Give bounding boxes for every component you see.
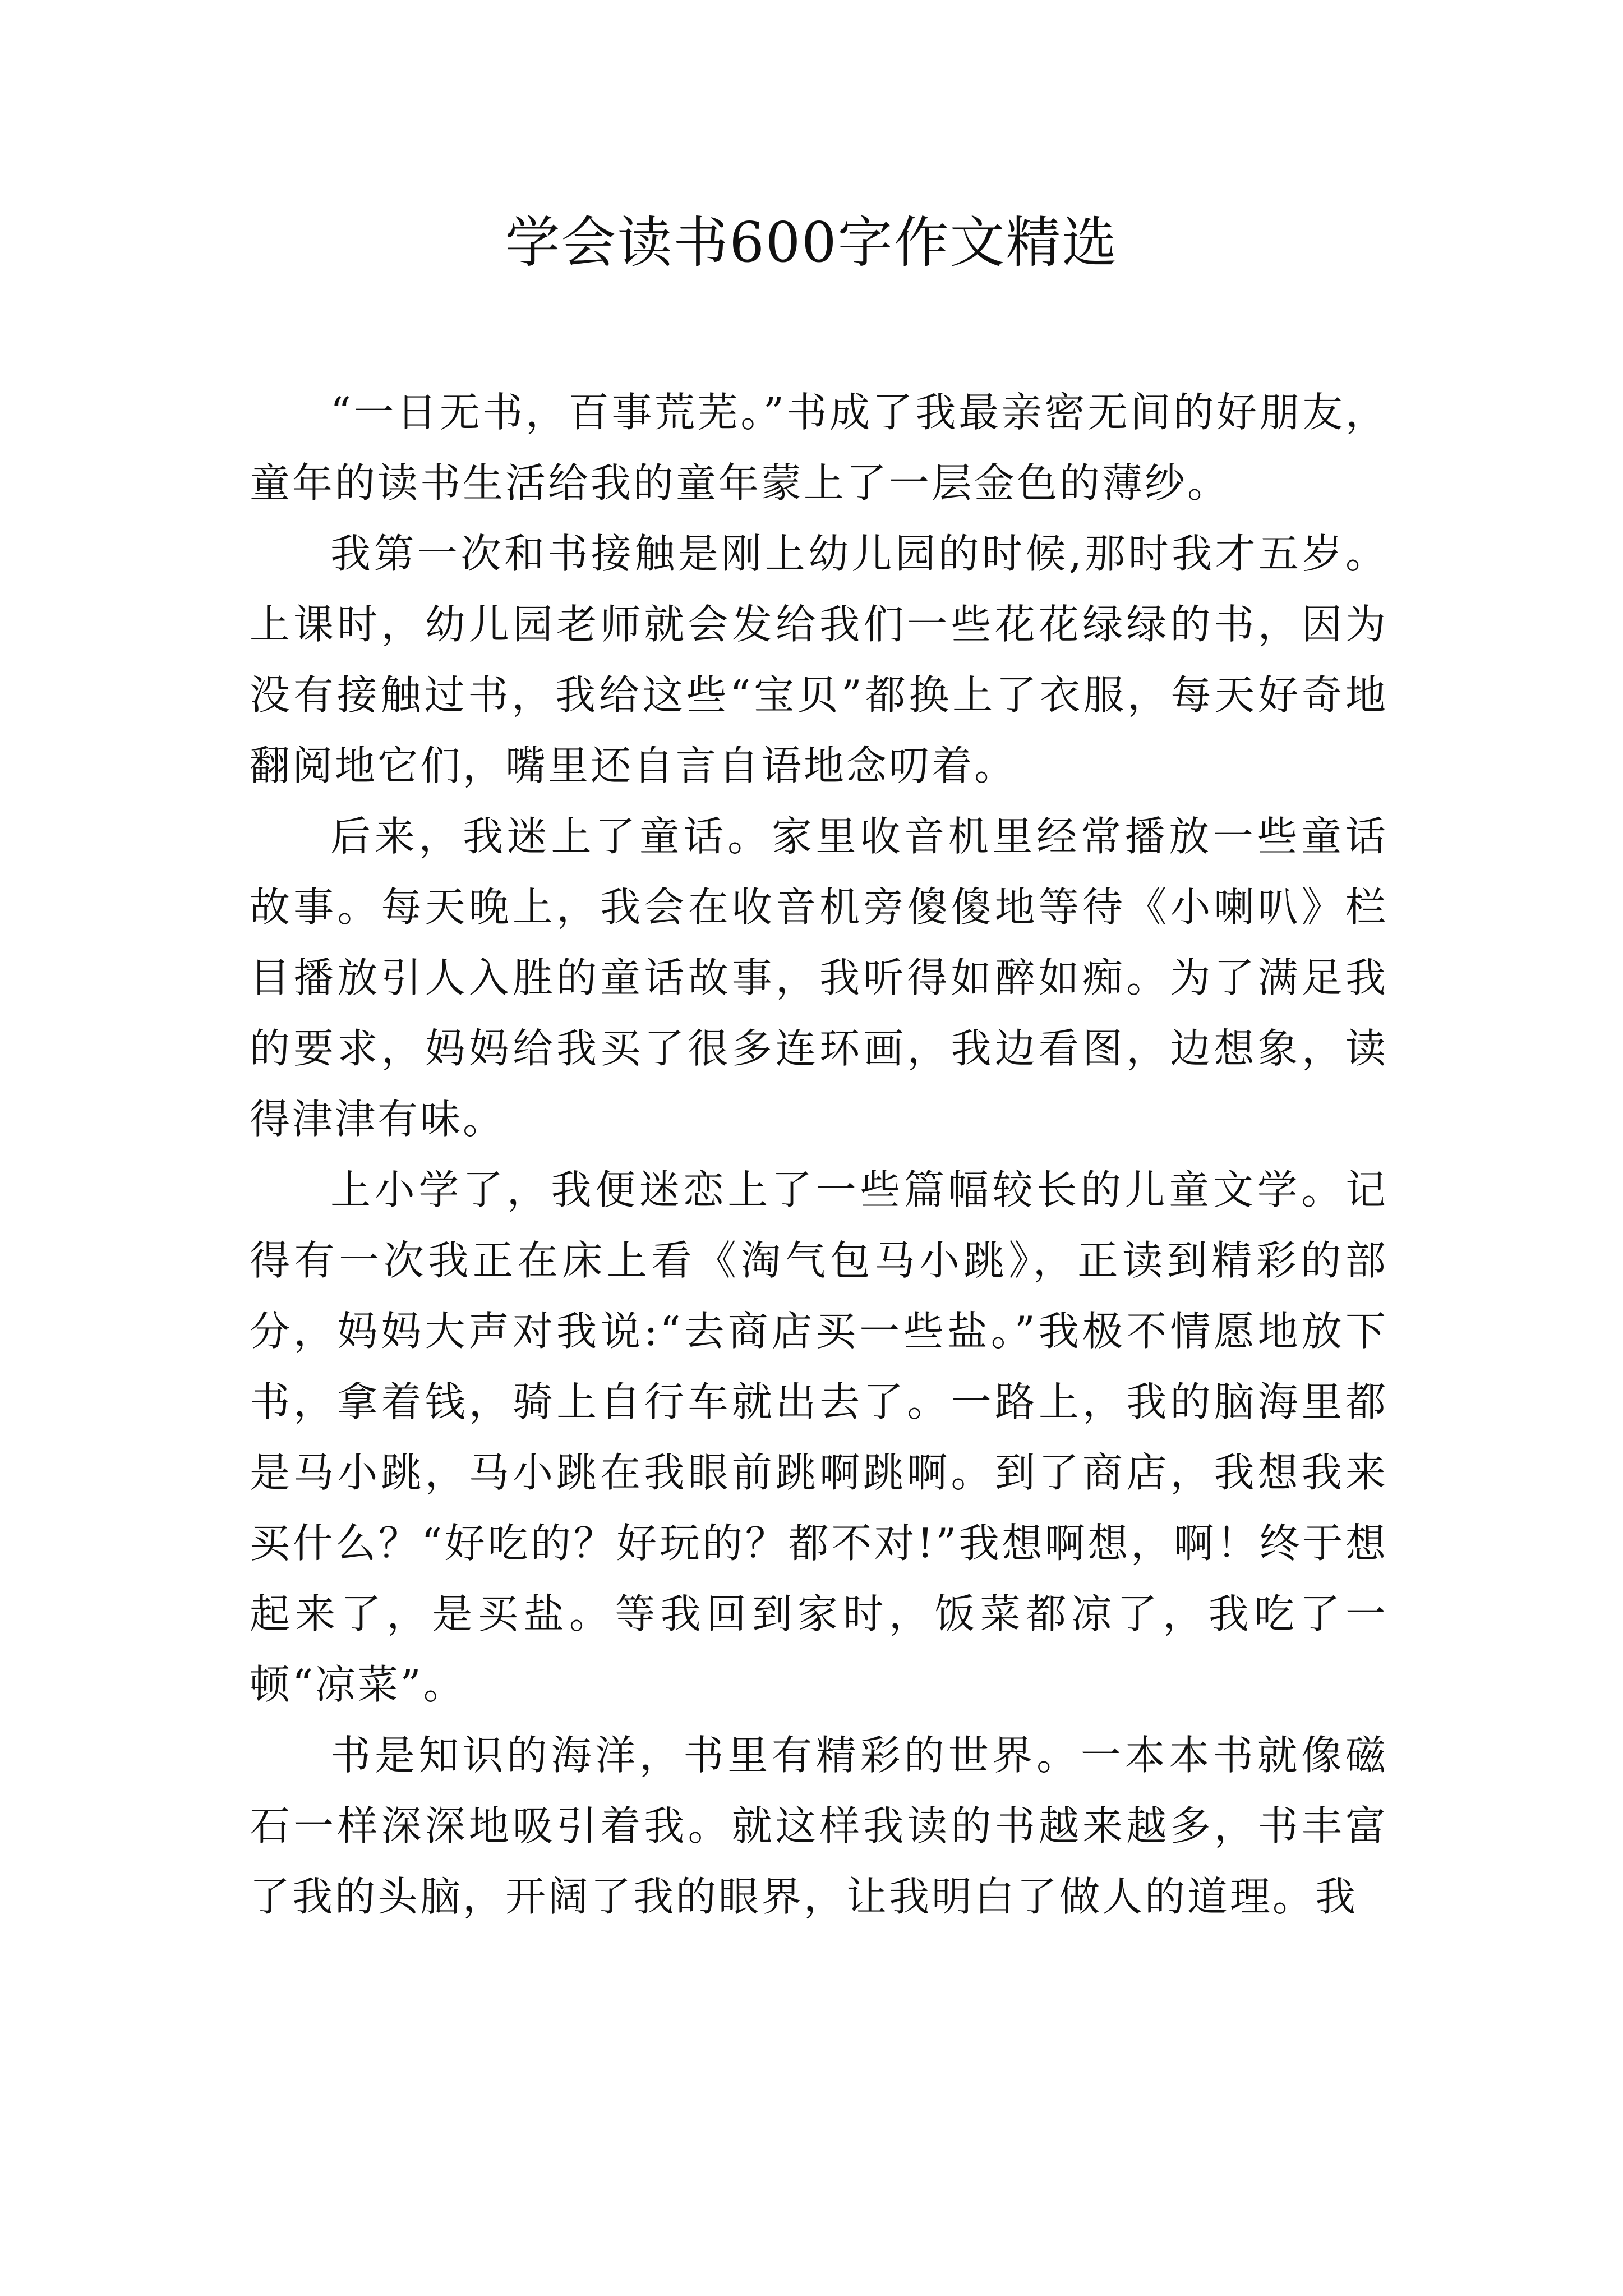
document-body	[250, 377, 1388, 1932]
paragraph: 后来，我迷上了童话。家里收音机里经常播放一些童话故事。每天晚上，我会在收音机旁傻傻地等待《小喇叭》栏目播放引人入胜的童话故事，我听得如醉如痴。为了满足我的要求，妈妈给我买了很多连环画，我边看图，边想象，读得津津有味。	[250, 813, 1388, 1143]
paragraph: 我第一次和书接触是刚上幼儿园的时候,那时我才五岁。上课时，幼儿园老师就会发给我们一些花花绿绿的书，因为没有接触过书，我给这些“宝贝”都换上了衣服，每天好奇地翻阅地它们，嘴里还自言自语地念叨着。	[250, 530, 1388, 789]
paragraph: 书是知识的海洋，书里有精彩的世界。一本本书就像磁石一样深深地吸引着我。就这样我读的书越来越多，书丰富了我的头脑，开阔了我的眼界，让我明白了做人的道理。我	[250, 1732, 1388, 1920]
document-title: 学会读书600字作文精选	[505, 211, 1118, 275]
paragraph: “一日无书，百事荒芜。”书成了我最亲密无间的好朋友，童年的读书生活给我的童年蒙上了一层金色的薄纱。	[250, 389, 1388, 507]
paragraph: 上小学了，我便迷恋上了一些篇幅较长的儿童文学。记得有一次我正在床上看《淘气包马小跳》，正读到精彩的部分，妈妈大声对我说:“去商店买一些盐。”我极不情愿地放下书，拿着钱，骑上自行车就出去了。一路上，我的脑海里都是马小跳，马小跳在我眼前跳啊跳啊。到了商店，我想我来买什么？“好吃的？好玩的？都不对!”我想啊想，啊！终于想起来了，是买盐。等我回到家时，饭菜都凉了，我吃了一顿“凉菜”。	[250, 1166, 1388, 1708]
